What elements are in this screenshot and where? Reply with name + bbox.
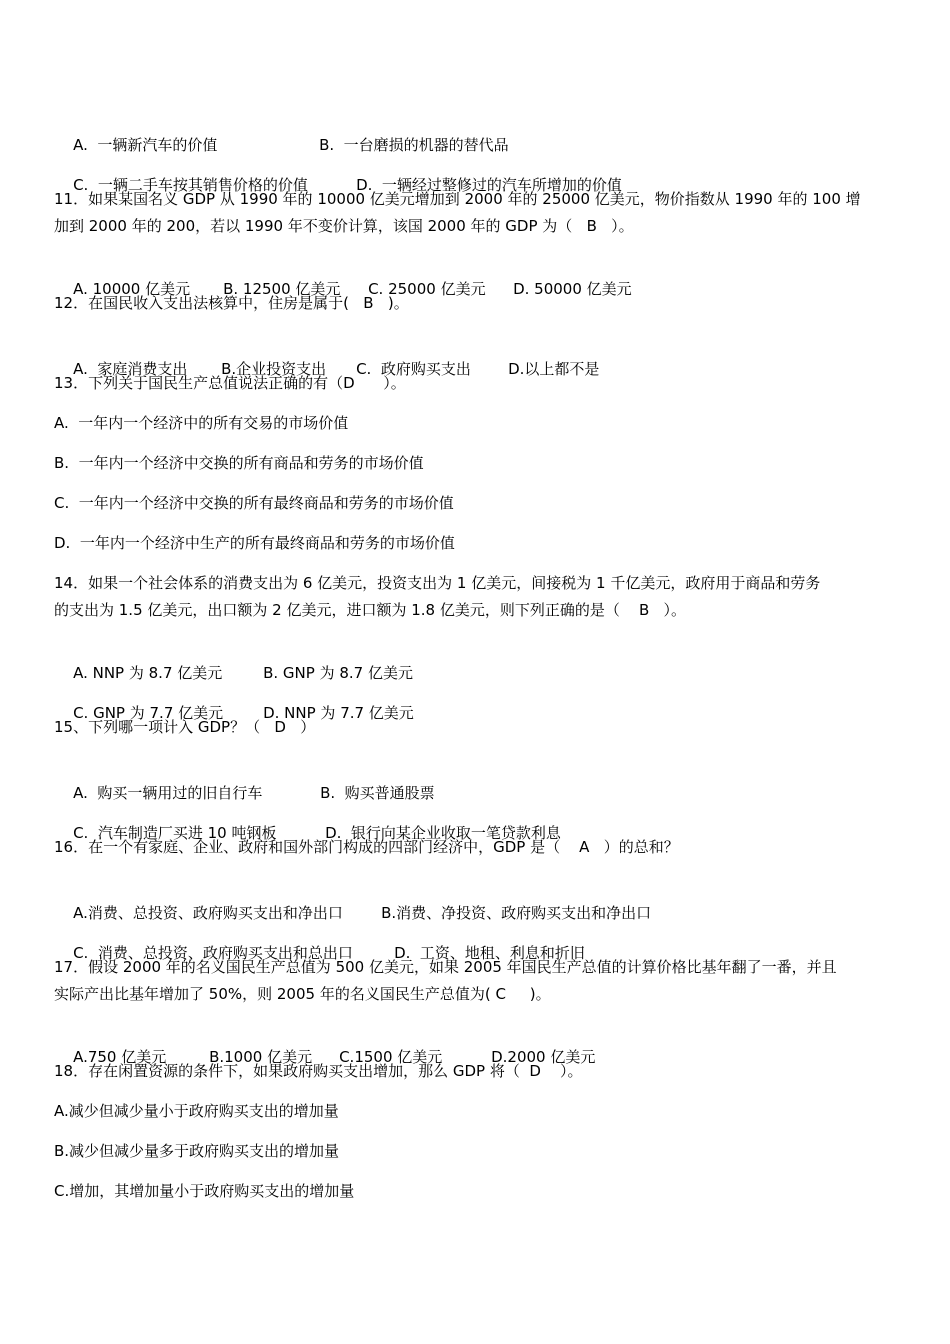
q17-option-a: A.750 亿美元 — [73, 1048, 167, 1066]
q17-options — [54, 1018, 902, 1066]
q10-option-b: B. 一台磨损的机器的替代品 — [319, 136, 509, 154]
q14-stem-line2: 的支出为 1.5 亿美元，出口额为 2 亿美元，进口额为 1.8 亿美元，则下列正确的是（ B ）。 — [54, 601, 687, 619]
q12-option-d: D.以上都不是 — [508, 360, 600, 378]
q14-option-d: D. NNP 为 7.7 亿美元 — [263, 704, 414, 722]
q18-option-b: B.减少但减少量多于政府购买支出的增加量 — [54, 1142, 340, 1160]
q11-stem — [54, 186, 902, 240]
q18-option-c: C.增加，其增加量小于政府购买支出的增加量 — [54, 1182, 355, 1200]
q15-stem: 15、下列哪一项计入 GDP？（ D ） — [54, 718, 316, 736]
q13-option-b: B. 一年内一个经济中交换的所有商品和劳务的市场价值 — [54, 454, 424, 472]
q14-stem — [54, 570, 902, 624]
q11-option-a: A. 10000 亿美元 — [73, 280, 191, 298]
q13-option-a: A. 一年内一个经济中的所有交易的市场价值 — [54, 414, 349, 432]
q16-option-a: A.消费、总投资、政府购买支出和净出口 — [73, 904, 343, 922]
q15-option-d: D. 银行向某企业收取一笔贷款利息 — [325, 824, 561, 842]
q18-stem: 18．存在闲置资源的条件下，如果政府购买支出增加，那么 GDP 将（ D ）。 — [54, 1062, 583, 1080]
q17-option-b: B.1000 亿美元 — [209, 1048, 313, 1066]
q17-option-d: D.2000 亿美元 — [491, 1048, 596, 1066]
q11-options — [54, 250, 902, 298]
q10-option-c: C. 一辆二手车按其销售价格的价值 — [73, 176, 308, 194]
q11-option-b: B. 12500 亿美元 — [223, 280, 341, 298]
q10-option-d: D. 一辆经过整修过的汽车所增加的价值 — [356, 176, 622, 194]
q14-options-ab — [54, 634, 902, 682]
q11-option-d: D. 50000 亿美元 — [513, 280, 632, 298]
q17-option-c: C.1500 亿美元 — [339, 1048, 443, 1066]
document-page — [54, 106, 902, 1218]
q15-options-ab — [54, 754, 902, 802]
q17-stem — [54, 954, 902, 1008]
q12-options — [54, 330, 902, 378]
q14-stem-line1: 14．如果一个社会体系的消费支出为 6 亿美元，投资支出为 1 亿美元，间接税为 1 千亿美元，政府用于商品和劳务 — [54, 574, 821, 592]
q12-option-b: B.企业投资支出 — [221, 360, 327, 378]
q14-option-b: B. GNP 为 8.7 亿美元 — [263, 664, 413, 682]
q10-options-ab — [54, 106, 902, 154]
q15-option-b: B. 购买普通股票 — [320, 784, 435, 802]
q16-options-ab — [54, 874, 902, 922]
q11-stem-line1: 11．如果某国名义 GDP 从 1990 年的 10000 亿美元增加到 2000 年的 25000 亿美元，物价指数从 1990 年的 100 增 — [54, 190, 861, 208]
q16-option-d: D. 工资、地租、利息和折旧 — [394, 944, 585, 962]
q14-option-c: C. GNP 为 7.7 亿美元 — [73, 704, 224, 722]
q13-option-c: C. 一年内一个经济中交换的所有最终商品和劳务的市场价值 — [54, 494, 454, 512]
q11-option-c: C. 25000 亿美元 — [368, 280, 486, 298]
q16-option-b: B.消费、净投资、政府购买支出和净出口 — [381, 904, 652, 922]
q13-option-d: D. 一年内一个经济中生产的所有最终商品和劳务的市场价值 — [54, 534, 455, 552]
q17-stem-line1: 17．假设 2000 年的名义国民生产总值为 500 亿美元，如果 2005 年国民生产总值的计算价格比基年翻了一番，并且 — [54, 958, 837, 976]
q15-option-a: A. 购买一辆用过的旧自行车 — [73, 784, 263, 802]
q14-option-a: A. NNP 为 8.7 亿美元 — [73, 664, 223, 682]
q11-stem-line2: 加到 2000 年的 200，若以 1990 年不变价计算，该国 2000 年的 GDP 为（ B ）。 — [54, 217, 634, 235]
q12-option-a: A. 家庭消费支出 — [73, 360, 188, 378]
q10-option-a: A. 一辆新汽车的价值 — [73, 136, 218, 154]
q13-stem: 13．下列关于国民生产总值说法正确的有（D ）。 — [54, 374, 406, 392]
q18-option-a: A.减少但减少量小于政府购买支出的增加量 — [54, 1102, 339, 1120]
q15-option-c: C. 汽车制造厂买进 10 吨钢板 — [73, 824, 277, 842]
q12-option-c: C. 政府购买支出 — [356, 360, 471, 378]
q16-option-c: C. 消费、总投资、政府购买支出和总出口 — [73, 944, 353, 962]
q12-stem: 12．在国民收入支出法核算中，住房是属于( B )。 — [54, 294, 409, 312]
q16-stem: 16．在一个有家庭、企业、政府和国外部门构成的四部门经济中，GDP 是（ A ）的总和？ — [54, 838, 679, 856]
q17-stem-line2: 实际产出比基年增加了 50%，则 2005 年的名义国民生产总值为( C )。 — [54, 985, 551, 1003]
